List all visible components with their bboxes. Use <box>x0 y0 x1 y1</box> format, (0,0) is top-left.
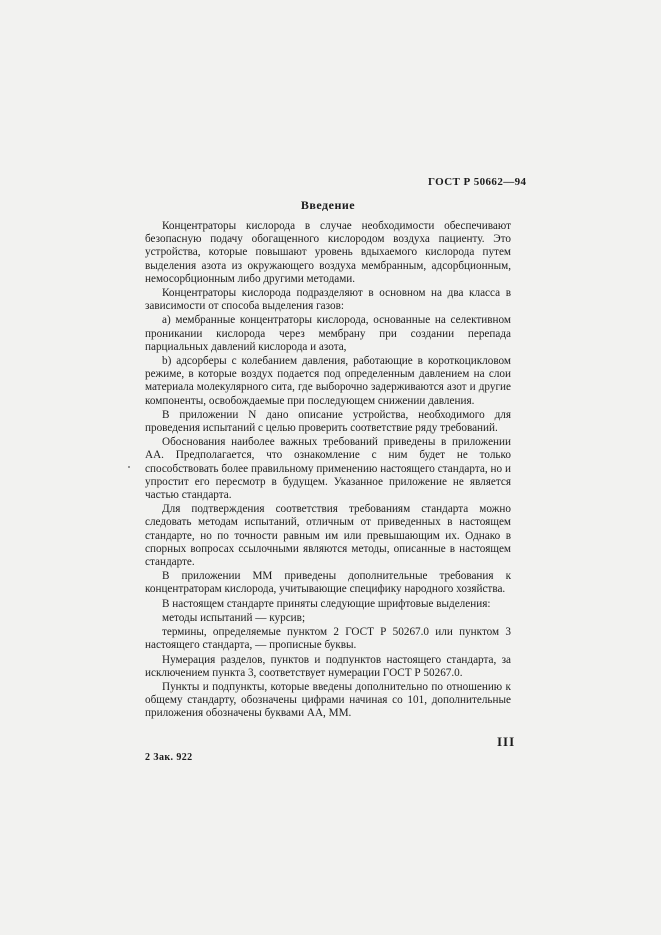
document-code: ГОСТ Р 50662—94 <box>428 176 527 188</box>
paragraph: a) мембранные концентраторы кислорода, основанные на селективном проникании кислорода через мембрану при создании перепада парциальных давлений кислорода и азота, <box>145 314 511 353</box>
paragraph: Концентраторы кислорода в случае необходимости обеспечивают безопасную подачу обогащенного кислородом воздуха пациенту. Это устройства, которые повышают уровень вдыхаемого кислорода путем выделения азота из окружающего воздуха мембранным, адсорбционным, немосорбционным либо другими методами. <box>145 220 511 285</box>
body-text <box>145 220 511 722</box>
print-order-mark: 2 Зак. 922 <box>145 752 193 763</box>
paragraph: методы испытаний — курсив; <box>162 611 306 624</box>
page-number: III <box>497 734 516 749</box>
paragraph: Нумерация разделов, пунктов и подпунктов настоящего стандарта, за исключением пункта 3, соответствует нумерации ГОСТ Р 50267.0. <box>145 653 511 679</box>
paragraph: Обоснования наиболее важных требований приведены в приложении AA. Предполагается, что ознакомление с ним будет не только способствовать более правильному применению настоящего стандарта, но и упростит его пересмотр в будущем. Указанное приложение не является частью стандарта. <box>145 436 511 502</box>
paragraph: термины, определяемые пунктом 2 ГОСТ Р 50267.0 или пунктом 3 настоящего стандарта, — прописные буквы. <box>145 626 511 652</box>
paragraph: Для подтверждения соответствия требованиям стандарта можно следовать методам испытаний, отличным от приведенных в настоящем стандарте, но по точности равным им или превышающим их. Однако в спорных вопросах ссылочными являются методы, описанные в настоящем стандарте. <box>145 503 511 569</box>
paragraph: В приложении MM приведены дополнительные требования к концентраторам кислорода, учитывающие специфику народного хозяйства. <box>145 570 511 596</box>
paragraph: В настоящем стандарте приняты следующие шрифтовые выделения: <box>162 597 491 610</box>
paragraph: В приложении N дано описание устройства, необходимого для проведения испытаний с целью проверить соответствие ряду требований. <box>145 408 511 435</box>
section-title: Введение <box>300 198 356 212</box>
paragraph: Пункты и подпункты, которые введены дополнительно по отношению к общему стандарту, обозначены цифрами начиная со 101, дополнительные приложения обозначены буквами AA, MM. <box>145 680 511 720</box>
scan-speck <box>128 466 130 468</box>
paragraph: b) адсорберы с колебанием давления, работающие в короткоцикловом режиме, в которые воздух подается под определенным давлением на слои материала молекулярного сита, где выборочно задерживаются азот и другие компоненты, освобождаемые при последующем снижении давления. <box>145 355 511 407</box>
paragraph: Концентраторы кислорода подразделяют в основном на два класса в зависимости от способа выделения газов: <box>145 287 511 313</box>
